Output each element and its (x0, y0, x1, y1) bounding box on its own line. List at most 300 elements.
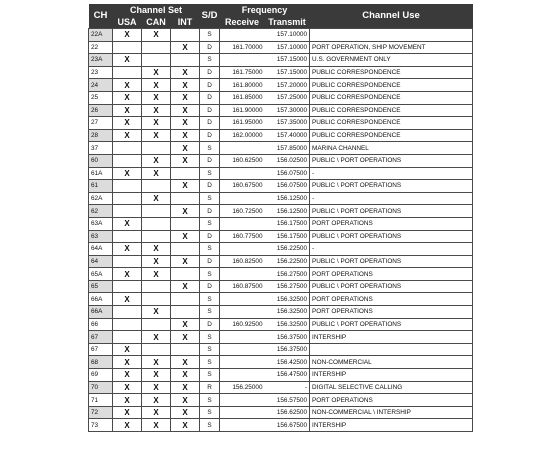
cell-transmit: - (265, 381, 310, 394)
table-row (89, 217, 473, 230)
table-row (89, 91, 473, 104)
cell-sd: D (200, 154, 220, 167)
cell-sd: S (200, 356, 220, 369)
cell-can (142, 318, 171, 331)
table-row (89, 369, 473, 382)
cell-receive (220, 369, 265, 382)
cell-receive (220, 192, 265, 205)
cell-sd: S (200, 29, 220, 42)
cell-usa (113, 192, 142, 205)
cell-sd: S (200, 243, 220, 256)
cell-sd: S (200, 293, 220, 306)
cell-transmit: 157.40000 (265, 129, 310, 142)
cell-receive: 161.95000 (220, 117, 265, 130)
cell-usa: X (113, 406, 142, 419)
cell-sd: D (200, 318, 220, 331)
cell-ch: 24 (89, 79, 113, 92)
cell-usa: X (113, 293, 142, 306)
cell-int (171, 293, 200, 306)
cell-usa: X (113, 104, 142, 117)
cell-ch: 61 (89, 180, 113, 193)
cell-transmit: 157.35000 (265, 117, 310, 130)
cell-ch: 28 (89, 129, 113, 142)
cell-receive (220, 406, 265, 419)
cell-int: X (171, 142, 200, 155)
cell-ch: 69 (89, 369, 113, 382)
table-row (89, 268, 473, 281)
table-row (89, 79, 473, 92)
cell-sd: S (200, 369, 220, 382)
cell-usa (113, 180, 142, 193)
header-channel-set: Channel Set (113, 4, 200, 16)
cell-sd: D (200, 117, 220, 130)
cell-usa: X (113, 217, 142, 230)
cell-channel-use: PUBLIC CORRESPONDENCE (310, 129, 473, 142)
cell-usa: X (113, 167, 142, 180)
cell-transmit: 156.22500 (265, 255, 310, 268)
cell-transmit: 156.17500 (265, 217, 310, 230)
cell-transmit: 156.02500 (265, 154, 310, 167)
cell-receive (220, 54, 265, 67)
cell-int: X (171, 318, 200, 331)
table-row (89, 280, 473, 293)
cell-can: X (142, 66, 171, 79)
cell-int (171, 306, 200, 319)
table-row (89, 419, 473, 432)
cell-channel-use: PUBLIC \ PORT OPERATIONS (310, 255, 473, 268)
cell-transmit: 156.27500 (265, 268, 310, 281)
table-row (89, 230, 473, 243)
table-row (89, 318, 473, 331)
cell-usa: X (113, 356, 142, 369)
cell-int: X (171, 205, 200, 218)
cell-channel-use: PORT OPERATIONS (310, 306, 473, 319)
cell-ch: 26 (89, 104, 113, 117)
cell-can (142, 142, 171, 155)
cell-int: X (171, 91, 200, 104)
cell-transmit: 156.22500 (265, 243, 310, 256)
cell-int (171, 343, 200, 356)
cell-receive (220, 293, 265, 306)
cell-int (171, 243, 200, 256)
cell-channel-use: PORT OPERATIONS (310, 217, 473, 230)
cell-ch: 66A (89, 306, 113, 319)
cell-channel-use: MARINA CHANNEL (310, 142, 473, 155)
header-frequency: Frequency (220, 4, 310, 16)
cell-usa (113, 255, 142, 268)
cell-int: X (171, 255, 200, 268)
cell-transmit: 157.30000 (265, 104, 310, 117)
cell-usa (113, 205, 142, 218)
cell-receive (220, 356, 265, 369)
cell-receive (220, 331, 265, 344)
cell-ch: 60 (89, 154, 113, 167)
cell-int: X (171, 394, 200, 407)
cell-can: X (142, 243, 171, 256)
cell-can (142, 230, 171, 243)
cell-sd: D (200, 255, 220, 268)
table-row (89, 180, 473, 193)
cell-channel-use: PORT OPERATIONS (310, 394, 473, 407)
cell-receive: 161.85000 (220, 91, 265, 104)
cell-channel-use: DIGITAL SELECTIVE CALLING (310, 381, 473, 394)
cell-receive: 160.62500 (220, 154, 265, 167)
cell-can: X (142, 192, 171, 205)
cell-usa (113, 280, 142, 293)
cell-can: X (142, 406, 171, 419)
cell-int: X (171, 356, 200, 369)
cell-transmit: 156.27500 (265, 280, 310, 293)
table-row (89, 117, 473, 130)
cell-ch: 70 (89, 381, 113, 394)
cell-int: X (171, 41, 200, 54)
cell-can: X (142, 268, 171, 281)
header-transmit: Transmit (265, 16, 310, 29)
header-sd: S/D (200, 4, 220, 29)
cell-receive: 161.75000 (220, 66, 265, 79)
cell-usa (113, 41, 142, 54)
cell-sd: S (200, 192, 220, 205)
cell-channel-use: - (310, 192, 473, 205)
cell-ch: 22 (89, 41, 113, 54)
cell-usa: X (113, 419, 142, 432)
cell-can (142, 217, 171, 230)
cell-int: X (171, 406, 200, 419)
cell-sd: S (200, 167, 220, 180)
cell-ch: 71 (89, 394, 113, 407)
cell-usa: X (113, 243, 142, 256)
table-row (89, 381, 473, 394)
table-row (89, 394, 473, 407)
header-can: CAN (142, 16, 171, 29)
cell-channel-use: PUBLIC \ PORT OPERATIONS (310, 180, 473, 193)
cell-receive (220, 217, 265, 230)
cell-int: X (171, 369, 200, 382)
cell-can: X (142, 79, 171, 92)
table-row (89, 192, 473, 205)
cell-sd: S (200, 268, 220, 281)
cell-ch: 23A (89, 54, 113, 67)
cell-sd: D (200, 66, 220, 79)
table-row (89, 66, 473, 79)
cell-ch: 66 (89, 318, 113, 331)
cell-receive (220, 167, 265, 180)
cell-can: X (142, 104, 171, 117)
cell-can: X (142, 381, 171, 394)
header-receive: Receive (220, 16, 265, 29)
header-ch: CH (89, 4, 113, 29)
cell-int (171, 167, 200, 180)
cell-channel-use: PUBLIC \ PORT OPERATIONS (310, 154, 473, 167)
cell-channel-use: PUBLIC \ PORT OPERATIONS (310, 318, 473, 331)
cell-sd: D (200, 79, 220, 92)
cell-sd: D (200, 205, 220, 218)
cell-int: X (171, 66, 200, 79)
cell-sd: S (200, 343, 220, 356)
cell-int (171, 217, 200, 230)
cell-usa (113, 230, 142, 243)
cell-transmit: 156.37500 (265, 343, 310, 356)
cell-channel-use: PUBLIC \ PORT OPERATIONS (310, 230, 473, 243)
cell-sd: S (200, 142, 220, 155)
cell-ch: 27 (89, 117, 113, 130)
cell-receive: 160.82500 (220, 255, 265, 268)
table-row (89, 167, 473, 180)
cell-transmit: 156.17500 (265, 230, 310, 243)
cell-transmit: 157.25000 (265, 91, 310, 104)
cell-transmit: 156.32500 (265, 306, 310, 319)
cell-can (142, 180, 171, 193)
cell-receive: 161.80000 (220, 79, 265, 92)
table-row (89, 356, 473, 369)
cell-int: X (171, 280, 200, 293)
cell-usa: X (113, 29, 142, 42)
cell-channel-use: PUBLIC CORRESPONDENCE (310, 91, 473, 104)
cell-int: X (171, 104, 200, 117)
cell-usa: X (113, 117, 142, 130)
cell-sd: D (200, 230, 220, 243)
cell-int: X (171, 129, 200, 142)
cell-can (142, 54, 171, 67)
cell-ch: 67 (89, 343, 113, 356)
cell-can (142, 41, 171, 54)
cell-receive (220, 419, 265, 432)
cell-receive: 160.72500 (220, 205, 265, 218)
cell-usa: X (113, 369, 142, 382)
cell-transmit: 157.15000 (265, 66, 310, 79)
cell-channel-use: - (310, 167, 473, 180)
cell-ch: 62 (89, 205, 113, 218)
table-row (89, 255, 473, 268)
cell-can: X (142, 394, 171, 407)
cell-receive (220, 343, 265, 356)
cell-channel-use: NON-COMMERCIAL (310, 356, 473, 369)
cell-int (171, 268, 200, 281)
cell-transmit: 156.12500 (265, 205, 310, 218)
cell-receive (220, 394, 265, 407)
cell-channel-use: U.S. GOVERNMENT ONLY (310, 54, 473, 67)
channel-table (88, 4, 473, 432)
cell-can: X (142, 91, 171, 104)
cell-sd: D (200, 91, 220, 104)
cell-sd: S (200, 331, 220, 344)
cell-ch: 22A (89, 29, 113, 42)
cell-transmit: 156.07500 (265, 180, 310, 193)
cell-usa: X (113, 54, 142, 67)
cell-int: X (171, 117, 200, 130)
cell-transmit: 156.47500 (265, 369, 310, 382)
cell-sd: S (200, 306, 220, 319)
cell-transmit: 157.10000 (265, 29, 310, 42)
cell-sd: R (200, 381, 220, 394)
cell-ch: 61A (89, 167, 113, 180)
cell-usa (113, 331, 142, 344)
cell-int: X (171, 230, 200, 243)
cell-usa: X (113, 268, 142, 281)
table-body (89, 29, 473, 432)
cell-ch: 65 (89, 280, 113, 293)
cell-can: X (142, 129, 171, 142)
cell-int (171, 54, 200, 67)
table-row (89, 343, 473, 356)
cell-int (171, 29, 200, 42)
cell-sd: S (200, 419, 220, 432)
cell-transmit: 156.32500 (265, 318, 310, 331)
cell-int: X (171, 331, 200, 344)
channel-table-container (88, 4, 472, 432)
cell-usa (113, 142, 142, 155)
cell-channel-use: PUBLIC \ PORT OPERATIONS (310, 205, 473, 218)
table-row (89, 29, 473, 42)
table-row (89, 293, 473, 306)
cell-transmit: 156.32500 (265, 293, 310, 306)
table-row (89, 331, 473, 344)
table-row (89, 306, 473, 319)
cell-usa (113, 306, 142, 319)
cell-receive (220, 268, 265, 281)
cell-ch: 62A (89, 192, 113, 205)
cell-transmit: 156.37500 (265, 331, 310, 344)
cell-ch: 37 (89, 142, 113, 155)
cell-receive: 160.77500 (220, 230, 265, 243)
cell-can: X (142, 369, 171, 382)
table-row (89, 104, 473, 117)
cell-ch: 66A (89, 293, 113, 306)
table-row (89, 243, 473, 256)
cell-int: X (171, 419, 200, 432)
cell-int: X (171, 79, 200, 92)
cell-channel-use: PUBLIC CORRESPONDENCE (310, 79, 473, 92)
cell-ch: 68 (89, 356, 113, 369)
cell-usa: X (113, 79, 142, 92)
cell-channel-use: PORT OPERATION, SHIP MOVEMENT (310, 41, 473, 54)
cell-sd: D (200, 129, 220, 142)
cell-channel-use (310, 29, 473, 42)
cell-usa (113, 318, 142, 331)
cell-sd: D (200, 41, 220, 54)
cell-transmit: 156.57500 (265, 394, 310, 407)
cell-channel-use: - (310, 243, 473, 256)
cell-sd: D (200, 180, 220, 193)
cell-receive: 156.25000 (220, 381, 265, 394)
cell-ch: 72 (89, 406, 113, 419)
cell-can (142, 280, 171, 293)
cell-ch: 25 (89, 91, 113, 104)
cell-transmit: 156.07500 (265, 167, 310, 180)
cell-can (142, 343, 171, 356)
table-row (89, 406, 473, 419)
cell-can: X (142, 154, 171, 167)
cell-ch: 64 (89, 255, 113, 268)
cell-receive: 160.87500 (220, 280, 265, 293)
cell-ch: 64A (89, 243, 113, 256)
cell-transmit: 157.15000 (265, 54, 310, 67)
cell-ch: 73 (89, 419, 113, 432)
header-usa: USA (113, 16, 142, 29)
cell-can: X (142, 419, 171, 432)
cell-sd: D (200, 104, 220, 117)
cell-ch: 65A (89, 268, 113, 281)
cell-can: X (142, 306, 171, 319)
cell-channel-use: PUBLIC CORRESPONDENCE (310, 104, 473, 117)
cell-ch: 63 (89, 230, 113, 243)
cell-usa (113, 154, 142, 167)
cell-receive: 161.90000 (220, 104, 265, 117)
cell-channel-use: PORT OPERATIONS (310, 293, 473, 306)
cell-channel-use: NON-COMMERCIAL \ INTERSHIP (310, 406, 473, 419)
cell-receive (220, 29, 265, 42)
cell-transmit: 156.42500 (265, 356, 310, 369)
table-row (89, 54, 473, 67)
cell-int (171, 192, 200, 205)
cell-channel-use: PUBLIC \ PORT OPERATIONS (310, 280, 473, 293)
cell-receive (220, 142, 265, 155)
cell-can: X (142, 331, 171, 344)
cell-sd: D (200, 280, 220, 293)
cell-transmit: 156.12500 (265, 192, 310, 205)
cell-channel-use: INTERSHIP (310, 331, 473, 344)
header-channel-use: Channel Use (310, 4, 473, 29)
table-row (89, 142, 473, 155)
cell-sd: S (200, 406, 220, 419)
cell-transmit: 157.10000 (265, 41, 310, 54)
table-header (89, 4, 473, 29)
cell-receive: 160.92500 (220, 318, 265, 331)
cell-usa: X (113, 394, 142, 407)
cell-can (142, 205, 171, 218)
cell-can: X (142, 255, 171, 268)
cell-usa (113, 66, 142, 79)
cell-channel-use: PUBLIC CORRESPONDENCE (310, 117, 473, 130)
cell-can (142, 293, 171, 306)
cell-sd: S (200, 394, 220, 407)
table-row (89, 41, 473, 54)
cell-usa: X (113, 129, 142, 142)
cell-can: X (142, 117, 171, 130)
table-row (89, 129, 473, 142)
cell-channel-use: INTERSHIP (310, 369, 473, 382)
cell-receive: 162.00000 (220, 129, 265, 142)
table-row (89, 154, 473, 167)
header-int: INT (171, 16, 200, 29)
cell-can: X (142, 29, 171, 42)
cell-channel-use: INTERSHIP (310, 419, 473, 432)
cell-sd: S (200, 54, 220, 67)
cell-receive (220, 243, 265, 256)
cell-ch: 63A (89, 217, 113, 230)
cell-can: X (142, 356, 171, 369)
table-row (89, 205, 473, 218)
cell-sd: S (200, 217, 220, 230)
cell-transmit: 156.67500 (265, 419, 310, 432)
cell-int: X (171, 180, 200, 193)
cell-channel-use: PUBLIC CORRESPONDENCE (310, 66, 473, 79)
cell-channel-use: PORT OPERATIONS (310, 268, 473, 281)
cell-ch: 23 (89, 66, 113, 79)
cell-transmit: 156.62500 (265, 406, 310, 419)
cell-transmit: 157.20000 (265, 79, 310, 92)
cell-receive: 160.67500 (220, 180, 265, 193)
cell-channel-use (310, 343, 473, 356)
cell-usa: X (113, 381, 142, 394)
cell-usa: X (113, 91, 142, 104)
cell-transmit: 157.85000 (265, 142, 310, 155)
cell-int: X (171, 154, 200, 167)
cell-ch: 67 (89, 331, 113, 344)
cell-receive (220, 306, 265, 319)
cell-receive: 161.70000 (220, 41, 265, 54)
cell-usa: X (113, 343, 142, 356)
